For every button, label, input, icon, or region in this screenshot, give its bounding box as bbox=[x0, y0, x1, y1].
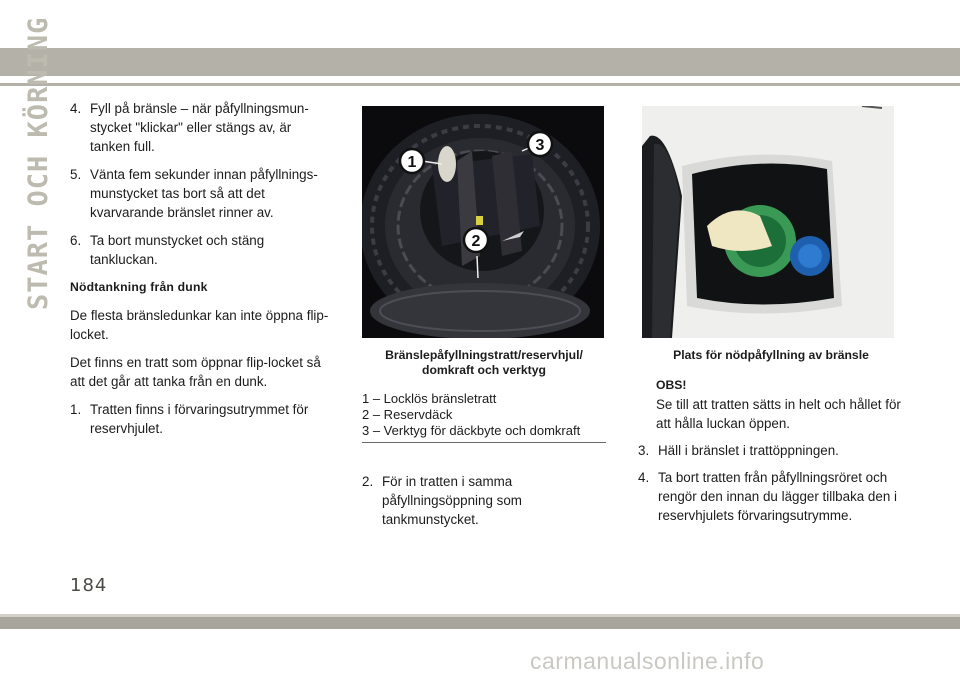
step-text: Häll i bränslet i trattöppningen. bbox=[658, 443, 839, 458]
step-text: Tratten finns i förvaringsutrymmet för reservhjulet. bbox=[90, 402, 309, 436]
right-column bbox=[638, 106, 904, 525]
callout-1 bbox=[400, 149, 424, 173]
watermark: carmanualsonline.info bbox=[530, 648, 765, 674]
list-item bbox=[638, 441, 904, 460]
step-text: Ta bort munstycket och stäng tankluckan. bbox=[90, 233, 265, 267]
figure-caption: Bränslepåfyllningstratt/reservhjul/ domkraft och verktyg bbox=[385, 348, 583, 377]
note-box bbox=[638, 376, 904, 433]
step-number: 5. bbox=[70, 167, 82, 182]
list-item bbox=[70, 99, 334, 156]
step-number: 6. bbox=[70, 233, 82, 248]
step-text: För in tratten i samma påfyllningsöppning som tankmunstycket. bbox=[382, 474, 522, 527]
paragraph: De flesta bränsledunkar kan inte öppna flip-locket. bbox=[70, 308, 329, 342]
step-number: 3. bbox=[638, 443, 650, 458]
callout-3-label: 3 bbox=[535, 137, 545, 154]
step-number: 4. bbox=[638, 470, 650, 485]
list-item bbox=[362, 472, 606, 529]
figure-caption: Plats för nödpåfyllning av bränsle bbox=[673, 348, 869, 362]
spare-wheel-photo bbox=[362, 106, 604, 338]
section-heading: Nödtankning från dunk bbox=[70, 280, 208, 294]
legend-item: 2 – Reservdäck bbox=[362, 407, 453, 422]
step-text: Fyll på bränsle – när påfyllningsmunstycket "klickar" eller stängs av, är tanken full. bbox=[90, 101, 309, 154]
step-text: Vänta fem sekunder innan påfyllningsmunstycket tas bort så att det kvarvarande bränslet rinner av. bbox=[90, 167, 318, 220]
step-number: 4. bbox=[70, 101, 82, 116]
list-item bbox=[70, 400, 334, 438]
header-band bbox=[0, 48, 960, 76]
list-item bbox=[638, 468, 904, 525]
step-text: Ta bort tratten från påfyllningsröret och rengör den innan du lägger tillbaka den i reservhjulets förvaringsutrymme. bbox=[658, 470, 897, 523]
callout-1-label: 1 bbox=[407, 154, 417, 171]
callout-3 bbox=[528, 132, 552, 156]
note-title: OBS! bbox=[656, 378, 687, 392]
step-number: 2. bbox=[362, 474, 374, 489]
step-number: 1. bbox=[70, 402, 82, 417]
section-side-title: START OCH KÖRNING bbox=[23, 16, 54, 310]
left-column bbox=[70, 99, 334, 447]
paragraph: Det finns en tratt som öppnar flip-locket så att det går att tanka från en dunk. bbox=[70, 355, 321, 389]
middle-column bbox=[362, 106, 606, 529]
header-rule bbox=[0, 83, 960, 86]
fuel-filler-photo bbox=[642, 106, 894, 338]
callout-2-label: 2 bbox=[471, 233, 481, 250]
list-item bbox=[70, 231, 334, 269]
spare-wheel-illustration bbox=[362, 106, 604, 338]
legend-item: 1 – Locklös bränsletratt bbox=[362, 391, 497, 406]
callout-2 bbox=[464, 228, 488, 252]
legend-item: 3 – Verktyg för däckbyte och domkraft bbox=[362, 423, 581, 438]
list-item bbox=[70, 165, 334, 222]
fuel-filler-illustration bbox=[642, 106, 894, 338]
note-text: Se till att tratten sätts in helt och hållet för att hålla luckan öppen. bbox=[656, 397, 901, 431]
footer-band bbox=[0, 614, 960, 629]
page-number: 184 bbox=[70, 575, 108, 596]
figure-legend bbox=[362, 391, 606, 443]
